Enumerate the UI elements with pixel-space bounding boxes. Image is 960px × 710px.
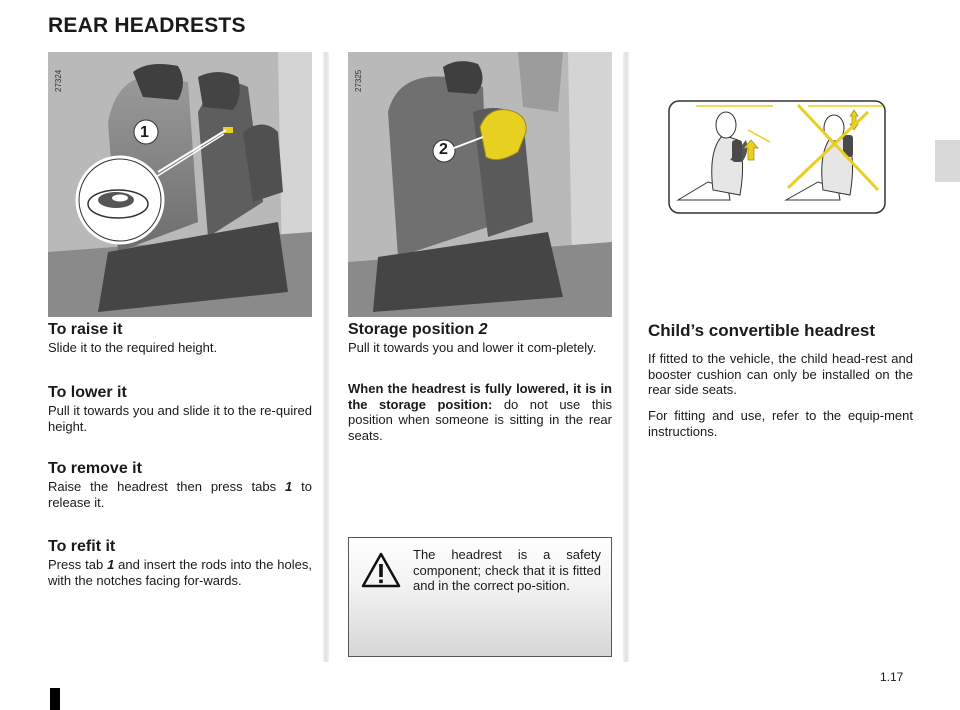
child-headrest-info: If fitted to the vehicle, the child head-rest and booster cushion can only be installed on the rear side seats. — [648, 351, 913, 397]
section-title-raise: To raise it — [48, 321, 123, 338]
section-title-child-headrest: Child’s convertible headrest — [648, 321, 876, 340]
child-headrest-diagram — [668, 100, 886, 214]
section-title-lower: To lower it — [48, 384, 127, 401]
headrest-raise-photo — [48, 52, 312, 317]
column-divider — [623, 52, 629, 662]
warning-text: The headrest is a safety component; check that it is fitted and in the correct po-sition. — [413, 547, 601, 593]
refit-instructions: Press tab 1 and insert the rods into the holes, with the notches facing for-wards. — [48, 557, 312, 588]
section-title-storage: Storage position 2 — [348, 321, 488, 338]
page-number: 1.17 — [880, 670, 904, 684]
headrest-storage-photo — [348, 52, 612, 317]
section-title-remove: To remove it — [48, 460, 142, 477]
lower-instructions: Pull it towards you and slide it to the re-quired height. — [48, 403, 312, 434]
storage-instructions: Pull it towards you and lower it com-pletely. — [348, 340, 597, 355]
page-marker — [50, 688, 60, 710]
section-title-refit: To refit it — [48, 538, 116, 555]
raise-instructions: Slide it to the required height. — [48, 340, 218, 355]
warning-box — [348, 537, 612, 657]
storage-note: When the headrest is fully lowered, it is in the storage position: do not use this position when someone is sitting in the rear seats. — [348, 381, 613, 443]
column-divider — [323, 52, 329, 662]
callout-1: 1 — [140, 124, 149, 141]
figure-ref-code: 27324 — [54, 69, 63, 92]
section-tab — [935, 140, 960, 182]
page-title: REAR HEADRESTS — [48, 14, 246, 37]
child-headrest-reference: For fitting and use, refer to the equip-ment instructions. — [648, 408, 913, 439]
figure-ref-code: 27325 — [354, 69, 363, 92]
warning-icon — [361, 552, 401, 588]
callout-2: 2 — [439, 141, 448, 158]
remove-instructions: Raise the headrest then press tabs 1 to release it. — [48, 479, 312, 510]
